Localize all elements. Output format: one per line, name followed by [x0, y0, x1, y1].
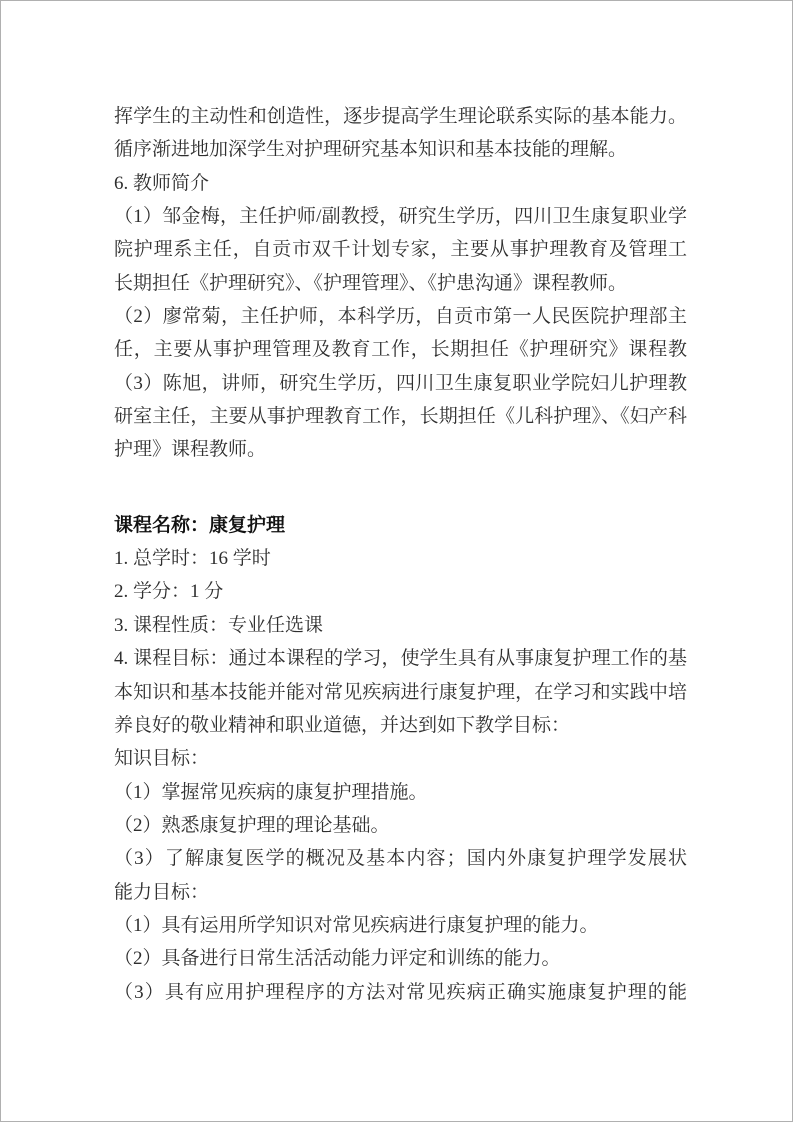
knowledge-goal-1: （1）掌握常见疾病的康复护理措施。 [114, 781, 428, 803]
course-credits: 2. 学分：1 分 [114, 581, 224, 603]
teacher1-line-2: 院护理系主任，自贡市双千计划专家，主要从事护理教育及管理工 [114, 239, 687, 261]
course-objective-line-3: 养良好的敬业精神和职业道德，并达到如下教学目标： [114, 714, 571, 736]
course-total-hours: 1. 总学时：16 学时 [114, 548, 271, 570]
teacher-intro-heading: 6. 教师简介 [114, 172, 210, 194]
teacher1-line-1: （1）邹金梅，主任护师/副教授，研究生学历，四川卫生康复职业学 [114, 206, 687, 228]
teacher3-line-3: 护理》课程教师。 [114, 439, 267, 461]
teacher2-line-1: （2）廖常菊，主任护师，本科学历，自贡市第一人民医院护理部主 [114, 306, 687, 328]
ability-goal-2: （2）具备进行日常生活活动能力评定和训练的能力。 [114, 948, 561, 970]
course-objective-line-2: 本知识和基本技能并能对常见疾病进行康复护理，在学习和实践中培 [114, 681, 687, 703]
teacher1-line-3: 长期担任《护理研究》、《护理管理》、《护患沟通》课程教师。 [114, 272, 628, 294]
course-objective-line-1: 4. 课程目标：通过本课程的学习，使学生具有从事康复护理工作的基 [114, 648, 687, 670]
course-title: 课程名称：康复护理 [114, 514, 286, 536]
section-gap [114, 467, 687, 509]
method-tail-line-2: 循序渐进地加深学生对护理研究基本知识和基本技能的理解。 [114, 139, 628, 161]
knowledge-goals-heading: 知识目标： [114, 748, 210, 770]
teacher2-line-2: 任，主要从事护理管理及教育工作，长期担任《护理研究》课程教 [114, 339, 687, 361]
knowledge-goal-3: （3）了解康复医学的概况及基本内容；国内外康复护理学发展状 [114, 848, 687, 870]
knowledge-goal-2: （2）熟悉康复护理的理论基础。 [114, 814, 390, 836]
course-nature: 3. 课程性质：专业任选课 [114, 614, 324, 636]
ability-goal-3: （3）具有应用护理程序的方法对常见疾病正确实施康复护理的能 [114, 981, 687, 1003]
teacher3-line-1: （3）陈旭，讲师，研究生学历，四川卫生康复职业学院妇儿护理教 [114, 372, 687, 394]
page-text-block [114, 100, 687, 1009]
ability-goals-heading: 能力目标： [114, 881, 210, 903]
teacher3-line-2: 研室主任，主要从事护理教育工作，长期担任《儿科护理》、《妇产科 [114, 406, 687, 428]
method-tail-line-1: 挥学生的主动性和创造性，逐步提高学生理论联系实际的基本能力。 [114, 106, 687, 127]
ability-goal-1: （1）具有运用所学知识对常见疾病进行康复护理的能力。 [114, 914, 599, 936]
